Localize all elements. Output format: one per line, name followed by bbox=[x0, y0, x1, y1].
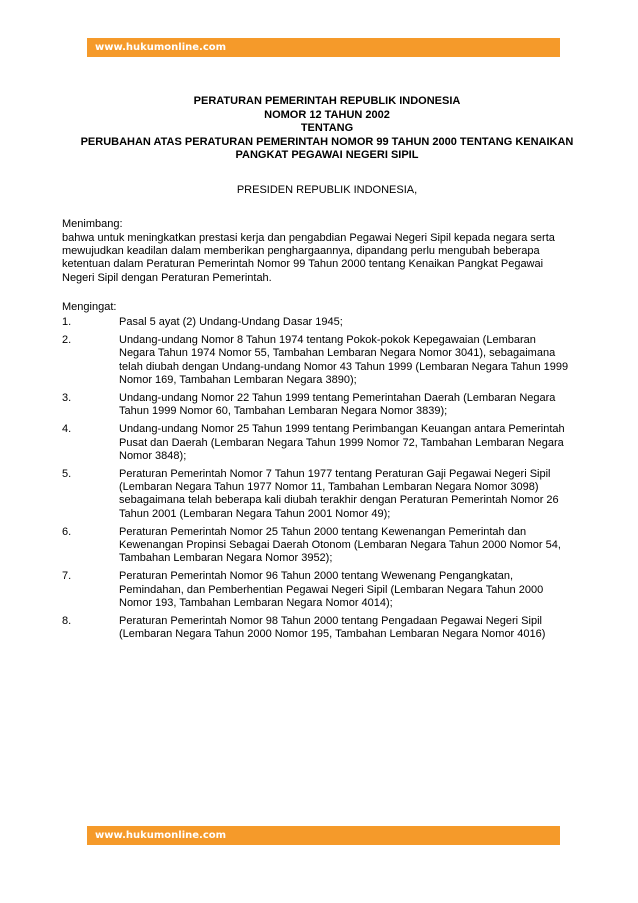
list-item-text: Peraturan Pemerintah Nomor 96 Tahun 2000 tentang Wewenang Pengangkatan, Pemindahan, dan Pemberhentian Pegawai Negeri Sipil (Lembaran Negara Tahun 2000 Nomor 193, Tambahan Lembaran Negara Nomor 4014); bbox=[119, 570, 544, 609]
list-item-text: Peraturan Pemerintah Nomor 25 Tahun 2000 tentang Kewenangan Pemerintah dan Kewenangan Propinsi Sebagai Daerah Otonom (Lembaran Negara Tahun 2000 Nomor 54, Tambahan Lembaran Negara Nomor 3952); bbox=[119, 525, 561, 565]
list-item-number: 1. bbox=[62, 316, 72, 328]
title-line-1: PERATURAN PEMERINTAH REPUBLIK INDONESIA bbox=[193, 95, 461, 107]
list-item bbox=[62, 615, 574, 641]
list-item bbox=[62, 570, 574, 610]
list-item-number: 8. bbox=[62, 615, 72, 628]
list-item-text: Peraturan Pemerintah Nomor 98 Tahun 2000 tentang Pengadaan Pegawai Negeri Sipil (Lembaran Negara Tahun 2000 Nomor 195, Tambahan Lembaran Negara Nomor 4016) bbox=[119, 615, 546, 641]
list-item bbox=[62, 316, 574, 329]
menimbang-text: bahwa untuk meningkatkan prestasi kerja dan pengabdian Pegawai Negeri Sipil kepada negara serta mewujudkan keadilan dalam memberikan penghargaannya, dipandang perlu mengubah beberapa ketentuan dalam Peraturan Pemerintah Nomor 99 Tahun 2000 tentang Kenaikan Pangkat Pegawai Negeri Sipil dengan Peraturan Pemerintah. bbox=[62, 232, 555, 284]
list-item-number: 2. bbox=[62, 334, 72, 347]
list-item-text: Undang-undang Nomor 25 Tahun 1999 tentang Perimbangan Keuangan antara Pemerintah Pusat dan Daerah (Lembaran Negara Tahun 1999 Nomor 72, Tambahan Lembaran Negara Nomor 3848); bbox=[119, 423, 565, 462]
list-item bbox=[62, 468, 574, 521]
header-site-link[interactable]: www.hukumonline.com bbox=[95, 42, 227, 53]
footer-site-banner bbox=[87, 826, 560, 845]
document-title bbox=[62, 95, 592, 163]
title-line-3: TENTANG bbox=[300, 122, 354, 134]
list-item-text: Peraturan Pemerintah Nomor 7 Tahun 1977 tentang Peraturan Gaji Pegawai Negeri Sipil (Lembaran Negara Tahun 1977 Nomor 11, Tambahan Lembaran Negara Nomor 3098) sebagaimana telah beberapa kali diubah terakhir dengan Peraturan Pemerintah Nomor 26 Tahun 2001 (Lembaran Negara Tahun 2001 Nomor 49); bbox=[119, 468, 559, 520]
mengingat-heading: Mengingat: bbox=[62, 301, 117, 313]
list-item-text: Undang-undang Nomor 8 Tahun 1974 tentang Pokok-pokok Kepegawaian (Lembaran Negara Tahun 1974 Nomor 55, Tambahan Lembaran Negara Nomor 3041), sebagaimana telah diubah dengan Undang-undang Nomor 43 Tahun 1999 (Lembaran Negara Tahun 1999 Nomor 169, Tambahan Lembaran Negara 3890); bbox=[119, 334, 569, 386]
mengingat-list bbox=[62, 316, 574, 646]
list-item bbox=[62, 526, 574, 566]
title-line-4: PERUBAHAN ATAS PERATURAN PEMERINTAH NOMOR 99 TAHUN 2000 TENTANG KENAIKAN PANGKAT PEGAWAI NEGERI SIPIL bbox=[80, 135, 574, 161]
list-item bbox=[62, 334, 574, 387]
list-item-text: Undang-undang Nomor 22 Tahun 1999 tentang Pemerintahan Daerah (Lembaran Negara Tahun 1999 Nomor 60, Tambahan Lembaran Negara Nomor 3839); bbox=[119, 392, 556, 418]
president-heading: PRESIDEN REPUBLIK INDONESIA, bbox=[236, 184, 418, 196]
title-line-2: NOMOR 12 TAHUN 2002 bbox=[264, 108, 390, 121]
list-item bbox=[62, 423, 574, 463]
list-item-number: 5. bbox=[62, 468, 72, 481]
list-item bbox=[62, 392, 574, 418]
list-item-number: 7. bbox=[62, 570, 72, 583]
menimbang-heading: Menimbang: bbox=[62, 218, 123, 230]
header-site-banner bbox=[87, 38, 560, 57]
list-item-number: 3. bbox=[62, 392, 72, 405]
list-item-number: 6. bbox=[62, 525, 72, 538]
footer-site-link[interactable]: www.hukumonline.com bbox=[95, 830, 227, 841]
list-item-text: Pasal 5 ayat (2) Undang-Undang Dasar 1945; bbox=[119, 316, 343, 328]
list-item-number: 4. bbox=[62, 423, 72, 436]
